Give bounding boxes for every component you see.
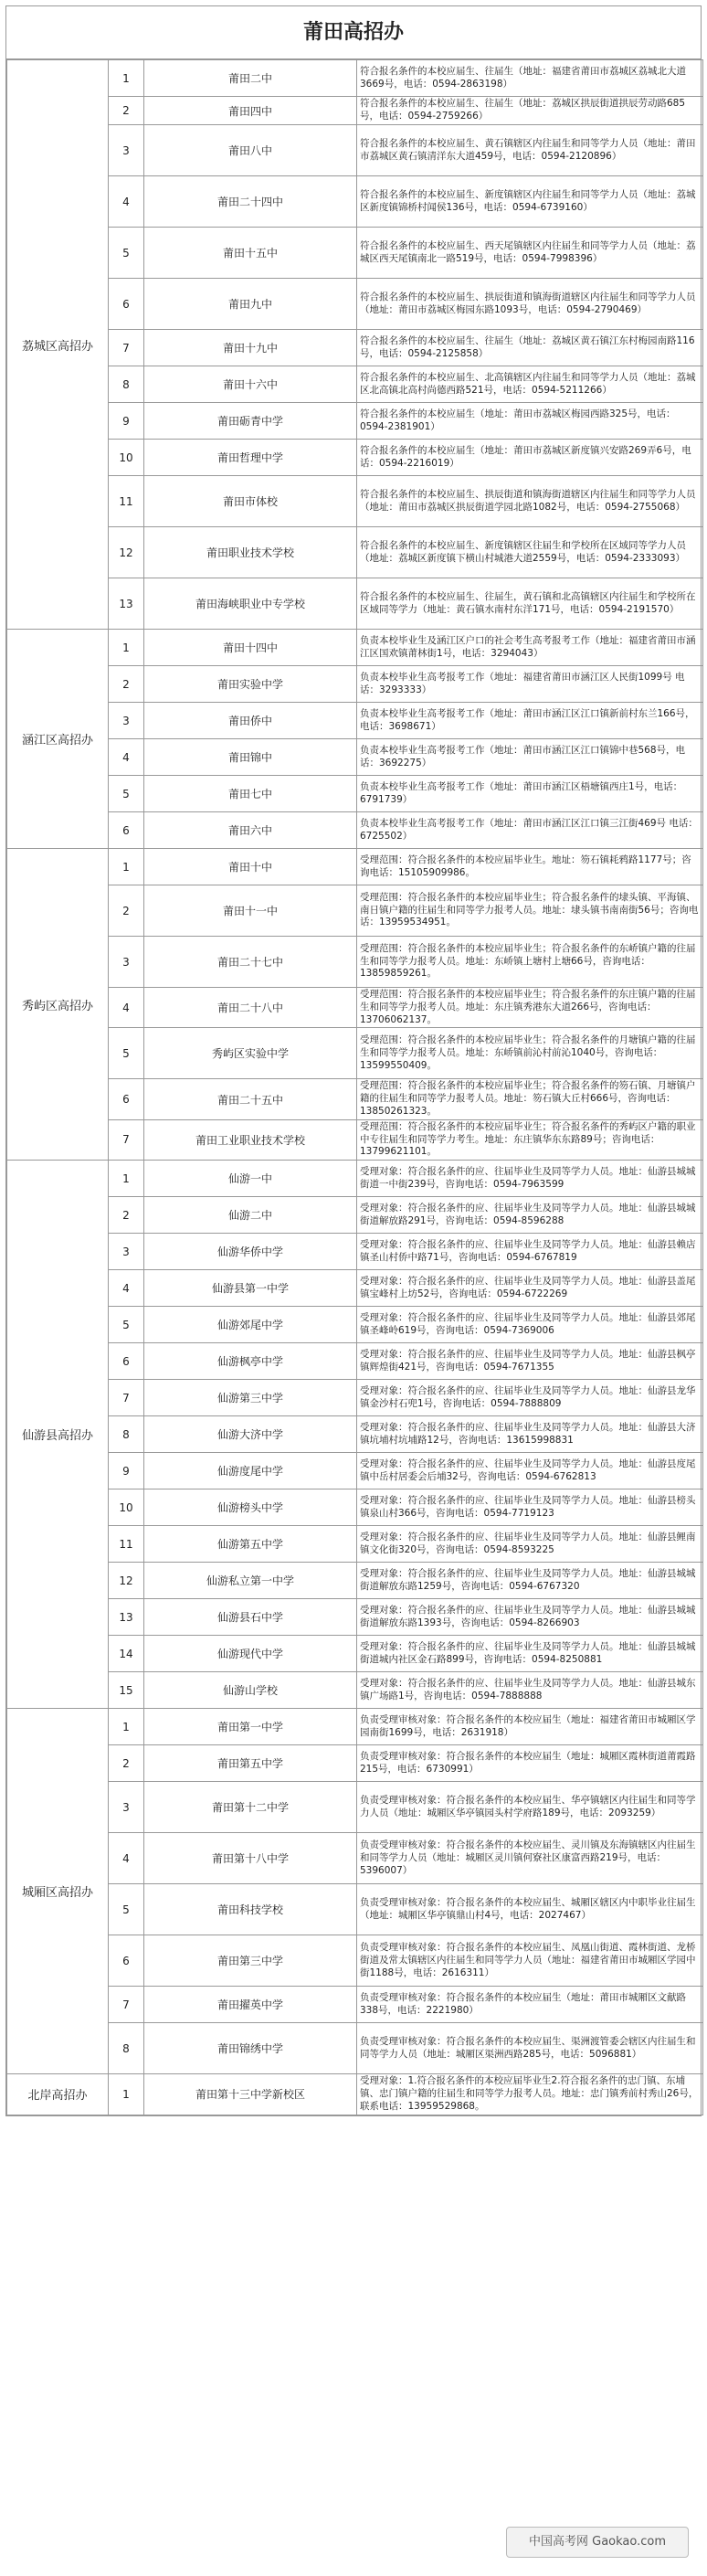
- row-number: 8: [109, 1416, 144, 1453]
- table-row: [7, 1380, 703, 1416]
- row-number: 3: [109, 703, 144, 739]
- school-name: 仙游榜头中学: [144, 1489, 357, 1526]
- school-name: 仙游第五中学: [144, 1526, 357, 1563]
- row-number: 9: [109, 1453, 144, 1489]
- row-number: 11: [109, 476, 144, 527]
- school-name: 莆田七中: [144, 776, 357, 812]
- school-name: 仙游现代中学: [144, 1636, 357, 1672]
- school-name: 莆田二中: [144, 60, 357, 97]
- school-name: 莆田工业职业技术学校: [144, 1119, 357, 1160]
- page-title: 莆田高招办: [6, 6, 701, 59]
- table-row: [7, 578, 703, 630]
- row-number: 1: [109, 849, 144, 885]
- row-number: 5: [109, 776, 144, 812]
- row-number: 7: [109, 1380, 144, 1416]
- school-info: 受理对象：符合报名条件的应、往届毕业生及同等学力人员。地址：仙游县鲤南镇文化街320号，咨询电话：0594-8593225: [357, 1526, 703, 1563]
- school-info: 负责受理审核对象：符合报名条件的本校应届生、凤凰山街道、霞林街道、龙桥街道及常太镇辖区内往届生和同等学力人员（地址：福建省莆田市城厢区学园中街1188号，电话：2616311）: [357, 1935, 703, 1987]
- table-row: [7, 1416, 703, 1453]
- school-info: 符合报名条件的本校应届生、拱辰街道和镇海街道辖区内往届生和同等学力人员（地址：莆田市荔城区梅园东路1093号，电话：0594-2790469）: [357, 279, 703, 330]
- school-name: 仙游县石中学: [144, 1599, 357, 1636]
- school-info: 受理对象：符合报名条件的应、往届毕业生及同等学力人员。地址：仙游县城城街道解放路291号，咨询电话：0594-8596288: [357, 1197, 703, 1234]
- school-info: 受理对象：符合报名条件的应、往届毕业生及同等学力人员。地址：仙游县榜头镇泉山村366号，咨询电话：0594-7719123: [357, 1489, 703, 1526]
- school-name: 仙游枫亭中学: [144, 1343, 357, 1380]
- school-name: 莆田职业技术学校: [144, 527, 357, 578]
- school-name: 仙游县第一中学: [144, 1270, 357, 1307]
- school-info: 负责本校毕业生高考报考工作（地址：福建省莆田市涵江区人民街1099号 电话：3293333）: [357, 666, 703, 703]
- school-name: 莆田二十五中: [144, 1079, 357, 1119]
- table-row: [7, 1270, 703, 1307]
- row-number: 8: [109, 366, 144, 403]
- table-row: [7, 1028, 703, 1079]
- school-info: 受理对象：符合报名条件的应、往届毕业生及同等学力人员。地址：仙游县大济镇坑埔村坑埔路12号，咨询电话：13615998831: [357, 1416, 703, 1453]
- table-row: [7, 1526, 703, 1563]
- table-row: [7, 2023, 703, 2074]
- row-number: 6: [109, 1343, 144, 1380]
- table-row: [7, 1672, 703, 1709]
- school-name: 莆田擢英中学: [144, 1987, 357, 2023]
- row-number: 8: [109, 2023, 144, 2074]
- row-number: 15: [109, 1672, 144, 1709]
- row-number: 5: [109, 228, 144, 279]
- school-info: 受理对象：符合报名条件的应、往届毕业生及同等学力人员。地址：仙游县城城街道城内社区金石路899号，咨询电话：0594-8250881: [357, 1636, 703, 1672]
- school-info: 受理范围：符合报名条件的本校应届毕业生；符合报名条件的埭头镇、平海镇、南日镇户籍的往届生和同等学力报考人员。地址：埭头镇书南南街56号；咨询电话：13959534951。: [357, 885, 703, 937]
- row-number: 4: [109, 1833, 144, 1884]
- row-number: 2: [109, 97, 144, 125]
- row-number: 3: [109, 125, 144, 176]
- admissions-table: [6, 59, 703, 2115]
- table-row: [7, 440, 703, 476]
- school-name: 莆田十中: [144, 849, 357, 885]
- row-number: 5: [109, 1028, 144, 1079]
- school-name: 仙游私立第一中学: [144, 1563, 357, 1599]
- school-name: 莆田六中: [144, 812, 357, 849]
- table-row: [7, 1453, 703, 1489]
- table-row: [7, 1987, 703, 2023]
- school-name: 莆田锦中: [144, 739, 357, 776]
- table-row: [7, 1307, 703, 1343]
- table-row: [7, 403, 703, 440]
- school-info: 受理范围：符合报名条件的本校应届毕业生；符合报名条件的月塘镇户籍的往届生和同等学力报考人员。地址：东峤镇前沁村前沁1040号，咨询电话：13599550409。: [357, 1028, 703, 1079]
- table-row: [7, 97, 703, 125]
- table-row: [7, 330, 703, 366]
- school-name: 秀屿区实验中学: [144, 1028, 357, 1079]
- school-info: 负责本校毕业生高考报考工作（地址：莆田市涵江区江口镇锦中巷568号，电话：3692275）: [357, 739, 703, 776]
- table-row: [7, 1489, 703, 1526]
- school-name: 仙游山学校: [144, 1672, 357, 1709]
- school-info: 受理对象：符合报名条件的应、往届毕业生及同等学力人员。地址：仙游县城东镇广场路1号，咨询电话：0594-7888888: [357, 1672, 703, 1709]
- school-name: 莆田第三中学: [144, 1935, 357, 1987]
- table-row: [7, 1782, 703, 1833]
- school-name: 仙游华侨中学: [144, 1234, 357, 1270]
- row-number: 1: [109, 1709, 144, 1745]
- watermark: 中国高考网 Gaokao.com: [506, 2527, 689, 2558]
- school-info: 负责受理审核对象：符合报名条件的本校应届生、渠洲渡管委会辖区内往届生和同等学力人员（地址：城厢区渠洲西路285号，电话：5096881）: [357, 2023, 703, 2074]
- admissions-table-container: [5, 5, 702, 2116]
- row-number: 2: [109, 1197, 144, 1234]
- school-info: 受理对象：符合报名条件的应、往届毕业生及同等学力人员。地址：仙游县城城街道解放东路1393号，咨询电话：0594-8266903: [357, 1599, 703, 1636]
- table-row: [7, 1709, 703, 1745]
- table-row: [7, 1343, 703, 1380]
- row-number: 2: [109, 666, 144, 703]
- school-name: 莆田实验中学: [144, 666, 357, 703]
- school-info: 受理对象：符合报名条件的应、往届毕业生及同等学力人员。地址：仙游县郊尾镇圣峰岭619号，咨询电话：0594-7369006: [357, 1307, 703, 1343]
- school-info: 负责受理审核对象：符合报名条件的本校应届生（地址：城厢区霞林街道莆霞路215号，电话：6730991）: [357, 1745, 703, 1782]
- row-number: 9: [109, 403, 144, 440]
- school-info: 受理范围：符合报名条件的本校应届毕业生；符合报名条件的秀屿区户籍的职业中专往届生和同等学力考生。地址：东庄镇华东东路89号；咨询电话：13799621101。: [357, 1119, 703, 1160]
- school-info: 符合报名条件的本校应届生、北高镇辖区内往届生和同等学力人员（地址：荔城区北高镇北高村尚德西路521号，电话：0594-5211266）: [357, 366, 703, 403]
- school-info: 负责受理审核对象：符合报名条件的本校应届生（地址：福建省莆田市城厢区学园南街1699号，电话：2631918）: [357, 1709, 703, 1745]
- row-number: 1: [109, 630, 144, 666]
- school-name: 莆田第十八中学: [144, 1833, 357, 1884]
- row-number: 4: [109, 988, 144, 1028]
- table-row: [7, 125, 703, 176]
- table-row: [7, 1563, 703, 1599]
- school-name: 仙游大济中学: [144, 1416, 357, 1453]
- table-row: [7, 2074, 703, 2115]
- school-name: 莆田砺青中学: [144, 403, 357, 440]
- school-info: 受理对象：符合报名条件的应、往届毕业生及同等学力人员。地址：仙游县盖尾镇宝峰村上坊52号，咨询电话：0594-6722269: [357, 1270, 703, 1307]
- row-number: 10: [109, 1489, 144, 1526]
- school-info: 符合报名条件的本校应届生（地址：莆田市荔城区新度镇兴安路269弄6号，电话：0594-2216019）: [357, 440, 703, 476]
- school-info: 符合报名条件的本校应届生、西天尾镇辖区内往届生和同等学力人员（地址：荔城区西天尾镇南北一路519号，电话：0594-7998396）: [357, 228, 703, 279]
- table-row: [7, 703, 703, 739]
- row-number: 7: [109, 330, 144, 366]
- row-number: 3: [109, 1234, 144, 1270]
- row-number: 3: [109, 937, 144, 988]
- row-number: 10: [109, 440, 144, 476]
- row-number: 4: [109, 739, 144, 776]
- row-number: 11: [109, 1526, 144, 1563]
- school-name: 莆田第十三中学新校区: [144, 2074, 357, 2115]
- table-row: [7, 666, 703, 703]
- school-info: 符合报名条件的本校应届生、往届生（地址：福建省莆田市荔城区荔城北大道3669号，电话：0594-2863198）: [357, 60, 703, 97]
- school-info: 负责本校毕业生及涵江区户口的社会考生高考报考工作（地址：福建省莆田市涵江区国欢镇莆林街1号，电话：3294043）: [357, 630, 703, 666]
- table-row: [7, 60, 703, 97]
- school-name: 莆田锦绣中学: [144, 2023, 357, 2074]
- table-row: [7, 1079, 703, 1119]
- table-row: [7, 739, 703, 776]
- row-number: 2: [109, 885, 144, 937]
- table-row: [7, 1161, 703, 1197]
- table-row: [7, 1884, 703, 1935]
- school-info: 负责受理审核对象：符合报名条件的本校应届生、灵川镇及东海镇辖区内往届生和同等学力人员（地址：城厢区灵川镇何寮社区康富西路219号，电话：5396007）: [357, 1833, 703, 1884]
- school-info: 受理对象：1.符合报名条件的本校应届毕业生2.符合报名条件的忠门镇、东埔镇、忠门镇户籍的往届生和同等学力报考人员。地址：忠门镇秀前村秀山26号，联系电话：13959529868。: [357, 2074, 703, 2115]
- office-name: 仙游县高招办: [7, 1161, 109, 1709]
- school-name: 仙游一中: [144, 1161, 357, 1197]
- school-info: 符合报名条件的本校应届生、往届生（地址：荔城区拱辰街道拱辰劳动路685号，电话：0594-2759266）: [357, 97, 703, 125]
- school-name: 仙游度尾中学: [144, 1453, 357, 1489]
- row-number: 6: [109, 812, 144, 849]
- office-name: 城厢区高招办: [7, 1709, 109, 2074]
- table-row: [7, 476, 703, 527]
- office-name: 涵江区高招办: [7, 630, 109, 849]
- row-number: 13: [109, 1599, 144, 1636]
- row-number: 6: [109, 1935, 144, 1987]
- school-name: 莆田二十四中: [144, 176, 357, 228]
- row-number: 6: [109, 279, 144, 330]
- table-row: [7, 279, 703, 330]
- row-number: 5: [109, 1884, 144, 1935]
- school-info: 受理范围：符合报名条件的本校应届毕业生；符合报名条件的笏石镇、月塘镇户籍的往届生和同等学力报考人员。地址：笏石镇大丘村666号，咨询电话：13850261323。: [357, 1079, 703, 1119]
- row-number: 1: [109, 1161, 144, 1197]
- school-info: 负责受理审核对象：符合报名条件的本校应届生（地址：莆田市城厢区文献路338号，电话：2221980）: [357, 1987, 703, 2023]
- school-name: 莆田四中: [144, 97, 357, 125]
- row-number: 12: [109, 527, 144, 578]
- table-row: [7, 1745, 703, 1782]
- table-row: [7, 527, 703, 578]
- school-name: 莆田九中: [144, 279, 357, 330]
- row-number: 1: [109, 2074, 144, 2115]
- office-name: 北岸高招办: [7, 2074, 109, 2115]
- school-name: 莆田海峡职业中专学校: [144, 578, 357, 630]
- table-row: [7, 228, 703, 279]
- school-info: 受理对象：符合报名条件的应、往届毕业生及同等学力人员。地址：仙游县城城街道解放东路1259号，咨询电话：0594-6767320: [357, 1563, 703, 1599]
- office-name: 荔城区高招办: [7, 60, 109, 630]
- table-row: [7, 1234, 703, 1270]
- table-row: [7, 366, 703, 403]
- school-info: 受理范围：符合报名条件的本校应届毕业生；符合报名条件的东峤镇户籍的往届生和同等学力报考人员。地址：东峤镇上塘村上塘66号，咨询电话：13859859261。: [357, 937, 703, 988]
- school-info: 符合报名条件的本校应届生、黄石镇辖区内往届生和同等学力人员（地址：莆田市荔城区黄石镇清洋东大道459号，电话：0594-2120896）: [357, 125, 703, 176]
- school-info: 符合报名条件的本校应届生、拱辰街道和镇海街道辖区内往届生和同等学力人员（地址：莆田市荔城区拱辰街道学园北路1082号，电话：0594-2755068）: [357, 476, 703, 527]
- table-row: [7, 849, 703, 885]
- school-info: 受理对象：符合报名条件的应、往届毕业生及同等学力人员。地址：仙游县城城街道一中街239号，咨询电话：0594-7963599: [357, 1161, 703, 1197]
- school-info: 符合报名条件的本校应届生、新度镇辖区内往届生和同等学力人员（地址：荔城区新度镇锦桥村闻侯136号，电话：0594-6739160）: [357, 176, 703, 228]
- table-row: [7, 812, 703, 849]
- school-info: 负责受理审核对象：符合报名条件的本校应届生、城厢区辖区内中职毕业往届生（地址：城厢区华亭镇鼎山村4号，电话：2027467）: [357, 1884, 703, 1935]
- school-info: 负责本校毕业生高考报考工作（地址：莆田市涵江区江口镇三江街469号 电话：6725502）: [357, 812, 703, 849]
- school-info: 受理对象：符合报名条件的应、往届毕业生及同等学力人员。地址：仙游县赖店镇圣山村侨中路71号，咨询电话：0594-6767819: [357, 1234, 703, 1270]
- school-name: 莆田十九中: [144, 330, 357, 366]
- row-number: 5: [109, 1307, 144, 1343]
- table-row: [7, 1636, 703, 1672]
- school-name: 莆田十六中: [144, 366, 357, 403]
- row-number: 13: [109, 578, 144, 630]
- school-name: 莆田八中: [144, 125, 357, 176]
- school-info: 负责受理审核对象：符合报名条件的本校应届生、华亭镇辖区内往届生和同等学力人员（地址：城厢区华亭镇园头村学府路189号，电话：2093259）: [357, 1782, 703, 1833]
- school-info: 受理对象：符合报名条件的应、往届毕业生及同等学力人员。地址：仙游县枫亭镇辉煌街421号，咨询电话：0594-7671355: [357, 1343, 703, 1380]
- office-name: 秀屿区高招办: [7, 849, 109, 1161]
- school-name: 莆田第一中学: [144, 1709, 357, 1745]
- table-row: [7, 1599, 703, 1636]
- row-number: 6: [109, 1079, 144, 1119]
- school-name: 仙游郊尾中学: [144, 1307, 357, 1343]
- row-number: 1: [109, 60, 144, 97]
- table-row: [7, 1833, 703, 1884]
- school-name: 莆田十四中: [144, 630, 357, 666]
- school-name: 莆田第十二中学: [144, 1782, 357, 1833]
- table-row: [7, 1197, 703, 1234]
- row-number: 3: [109, 1782, 144, 1833]
- school-name: 仙游二中: [144, 1197, 357, 1234]
- row-number: 7: [109, 1119, 144, 1160]
- school-info: 负责本校毕业生高考报考工作（地址：莆田市涵江区江口镇新前村东兰166号，电话：3698671）: [357, 703, 703, 739]
- school-info: 受理对象：符合报名条件的应、往届毕业生及同等学力人员。地址：仙游县度尾镇中岳村居委会后埔32号，咨询电话：0594-6762813: [357, 1453, 703, 1489]
- table-row: [7, 885, 703, 937]
- school-name: 莆田侨中: [144, 703, 357, 739]
- table-row: [7, 988, 703, 1028]
- table-row: [7, 937, 703, 988]
- school-info: 符合报名条件的本校应届生、往届生（地址：荔城区黄石镇江东村梅园南路116号，电话：0594-2125858）: [357, 330, 703, 366]
- school-name: 莆田二十七中: [144, 937, 357, 988]
- school-name: 莆田哲理中学: [144, 440, 357, 476]
- table-row: [7, 1119, 703, 1160]
- row-number: 12: [109, 1563, 144, 1599]
- table-row: [7, 1935, 703, 1987]
- school-info: 受理范围：符合报名条件的本校应届毕业生。地址：笏石镇耗鸦路1177号；咨询电话：15105909986。: [357, 849, 703, 885]
- school-name: 莆田十五中: [144, 228, 357, 279]
- row-number: 4: [109, 1270, 144, 1307]
- school-info: 符合报名条件的本校应届生、新度镇辖区往届生和学校所在区域同等学力人员（地址：荔城区新度镇下横山村城港大道2559号，电话：0594-2333093）: [357, 527, 703, 578]
- school-name: 莆田第五中学: [144, 1745, 357, 1782]
- school-name: 莆田科技学校: [144, 1884, 357, 1935]
- table-row: [7, 176, 703, 228]
- row-number: 14: [109, 1636, 144, 1672]
- school-info: 符合报名条件的本校应届生、往届生，黄石镇和北高镇辖区内往届生和学校所在区域同等学力（地址：黄石镇水南村东洋171号，电话：0594-2191570）: [357, 578, 703, 630]
- table-row: [7, 630, 703, 666]
- school-name: 莆田十一中: [144, 885, 357, 937]
- school-info: 受理范围：符合报名条件的本校应届毕业生；符合报名条件的东庄镇户籍的往届生和同等学力报考人员。地址：东庄镇秀港东大道266号，咨询电话：13706062137。: [357, 988, 703, 1028]
- row-number: 4: [109, 176, 144, 228]
- school-info: 负责本校毕业生高考报考工作（地址：莆田市涵江区梧塘镇西庄1号，电话：6791739）: [357, 776, 703, 812]
- row-number: 7: [109, 1987, 144, 2023]
- table-row: [7, 776, 703, 812]
- school-info: 符合报名条件的本校应届生（地址：莆田市荔城区梅园西路325号，电话：0594-2381901）: [357, 403, 703, 440]
- school-info: 受理对象：符合报名条件的应、往届毕业生及同等学力人员。地址：仙游县龙华镇金沙村石兜1号，咨询电话：0594-7888809: [357, 1380, 703, 1416]
- row-number: 2: [109, 1745, 144, 1782]
- school-name: 莆田二十八中: [144, 988, 357, 1028]
- school-name: 莆田市体校: [144, 476, 357, 527]
- school-name: 仙游第三中学: [144, 1380, 357, 1416]
